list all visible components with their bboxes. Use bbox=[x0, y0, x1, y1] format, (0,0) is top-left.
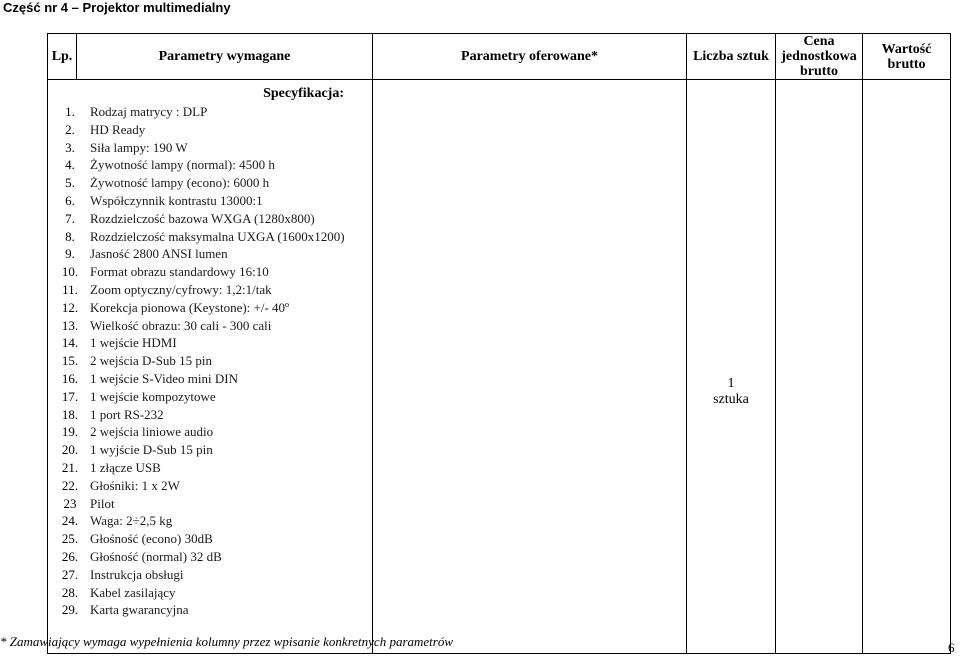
spec-item-number: 29. bbox=[61, 602, 79, 618]
spec-table bbox=[47, 33, 951, 654]
list-item bbox=[61, 459, 372, 477]
list-item bbox=[61, 548, 372, 566]
spec-item-text: Rodzaj matrycy : DLP bbox=[90, 104, 208, 119]
spec-item-text: Waga: 2÷2,5 kg bbox=[90, 513, 173, 529]
spec-item-text: Pilot bbox=[90, 495, 115, 511]
unit-price-cell[interactable] bbox=[776, 80, 863, 654]
spec-item-text: 1 wejście kompozytowe bbox=[90, 388, 216, 404]
header-lp: Lp. bbox=[48, 34, 77, 80]
spec-item-text: Karta gwarancyjna bbox=[90, 602, 189, 618]
spec-item-text: Jasność 2800 ANSI lumen bbox=[90, 246, 228, 262]
list-item bbox=[65, 228, 372, 246]
list-item bbox=[61, 530, 372, 548]
spec-item-text: Rozdzielczość maksymalna UXGA (1600x1200) bbox=[90, 228, 345, 244]
header-params-offered: Parametry oferowane* bbox=[373, 34, 687, 80]
table-header-row bbox=[48, 34, 951, 80]
spec-item-number: 13. bbox=[61, 317, 79, 333]
spec-item-text: Głośniki: 1 x 2W bbox=[90, 477, 180, 493]
list-item bbox=[61, 601, 372, 619]
spec-item-number: 22. bbox=[61, 477, 79, 493]
spec-item-text: Format obrazu standardowy 16:10 bbox=[90, 264, 269, 280]
quantity-value: 1 bbox=[727, 376, 735, 391]
list-item bbox=[61, 263, 372, 281]
spec-item-number: 24. bbox=[61, 513, 79, 529]
list-item bbox=[61, 441, 372, 459]
spec-item-text: 2 wejścia D-Sub 15 pin bbox=[90, 353, 213, 369]
footer-note: * Zamawiający wymaga wypełnienia kolumny przez wpisanie konkretnych parametrów bbox=[0, 634, 454, 649]
spec-item-text: Żywotność lampy (econo): 6000 h bbox=[90, 175, 270, 191]
table-body-row bbox=[48, 80, 951, 654]
list-item bbox=[61, 388, 372, 406]
list-item bbox=[65, 174, 372, 192]
spec-heading: Specyfikacja: bbox=[263, 86, 344, 101]
list-item bbox=[61, 584, 372, 602]
spec-item-number: 5. bbox=[65, 175, 75, 191]
list-item bbox=[61, 334, 372, 352]
spec-item-number: 20. bbox=[61, 442, 79, 458]
list-item bbox=[63, 495, 372, 513]
spec-item-number: 9. bbox=[65, 246, 75, 262]
list-item bbox=[61, 566, 372, 584]
spec-item-number: 2. bbox=[65, 121, 75, 137]
list-item bbox=[61, 352, 372, 370]
spec-item-number: 25. bbox=[61, 531, 79, 547]
spec-item-text: Siła lampy: 190 W bbox=[90, 139, 188, 155]
header-unit-price: Cena jednostkowa brutto bbox=[776, 34, 863, 80]
list-item bbox=[65, 156, 372, 174]
list-item bbox=[61, 477, 372, 495]
header-quantity: Liczba sztuk bbox=[687, 34, 776, 80]
page-number: 6 bbox=[948, 640, 955, 655]
list-item bbox=[65, 210, 372, 228]
offered-params-cell[interactable] bbox=[373, 80, 687, 654]
list-item bbox=[61, 512, 372, 530]
spec-item-text: Rozdzielczość bazowa WXGA (1280x800) bbox=[90, 210, 315, 226]
spec-item-number: 23 bbox=[63, 495, 77, 511]
spec-item-number: 4. bbox=[65, 157, 75, 173]
spec-item-text: Głośność (normal) 32 dB bbox=[90, 548, 222, 564]
spec-item-text: HD Ready bbox=[90, 121, 146, 137]
spec-item-text: 1 wejście S-Video mini DIN bbox=[90, 370, 238, 386]
quantity-cell bbox=[687, 80, 776, 654]
spec-item-text: Zoom optyczny/cyfrowy: 1,2:1/tak bbox=[90, 281, 272, 297]
spec-item-number: 1. bbox=[65, 104, 75, 119]
spec-item-text: 2 wejścia liniowe audio bbox=[90, 424, 214, 440]
spec-item-number: 28. bbox=[61, 584, 79, 600]
spec-item-text: Instrukcja obsługi bbox=[90, 566, 184, 582]
spec-item-text: Korekcja pionowa (Keystone): +/- 40º bbox=[90, 299, 290, 315]
spec-item-number: 12. bbox=[61, 299, 79, 315]
spec-item-text: 1 wyjście D-Sub 15 pin bbox=[90, 442, 213, 458]
spec-item-text: Współczynnik kontrastu 13000:1 bbox=[90, 192, 263, 208]
list-item bbox=[61, 370, 372, 388]
list-item bbox=[61, 299, 372, 317]
header-total-value: Wartość brutto bbox=[863, 34, 951, 80]
spec-item-number: 17. bbox=[61, 388, 79, 404]
spec-item-number: 19. bbox=[61, 424, 79, 440]
spec-item-number: 26. bbox=[61, 548, 79, 564]
spec-item-text: Wielkość obrazu: 30 cali - 300 cali bbox=[90, 317, 272, 333]
list-item bbox=[61, 423, 372, 441]
list-item bbox=[65, 121, 372, 139]
spec-item-number: 8. bbox=[65, 228, 75, 244]
document-title: Część nr 4 – Projektor multimedialny bbox=[3, 0, 231, 15]
spec-item-text: Kabel zasilający bbox=[90, 584, 176, 600]
list-item bbox=[65, 103, 372, 121]
spec-list bbox=[61, 103, 372, 619]
spec-item-number: 18. bbox=[61, 406, 79, 422]
list-item bbox=[65, 245, 372, 263]
spec-cell bbox=[48, 80, 373, 654]
list-item bbox=[65, 139, 372, 157]
spec-item-number: 16. bbox=[61, 370, 79, 386]
spec-item-number: 21. bbox=[61, 459, 79, 475]
spec-item-text: Żywotność lampy (normal): 4500 h bbox=[90, 157, 275, 173]
spec-item-number: 27. bbox=[61, 566, 79, 582]
header-params-required: Parametry wymagane bbox=[77, 34, 373, 80]
spec-item-text: 1 wejście HDMI bbox=[90, 335, 177, 351]
quantity-unit: sztuka bbox=[713, 392, 749, 407]
spec-item-number: 10. bbox=[61, 264, 79, 280]
spec-item-text: 1 port RS-232 bbox=[90, 406, 164, 422]
spec-item-number: 7. bbox=[65, 210, 75, 226]
spec-item-number: 6. bbox=[65, 192, 75, 208]
spec-item-text: 1 złącze USB bbox=[90, 459, 161, 475]
spec-item-number: 3. bbox=[65, 139, 75, 155]
list-item bbox=[62, 281, 372, 299]
spec-item-number: 15. bbox=[61, 353, 79, 369]
spec-item-number: 14. bbox=[61, 335, 79, 351]
list-item bbox=[61, 406, 372, 424]
spec-item-text: Głośność (econo) 30dB bbox=[90, 531, 213, 547]
list-item bbox=[61, 317, 372, 335]
total-value-cell[interactable] bbox=[863, 80, 951, 654]
list-item bbox=[65, 192, 372, 210]
spec-item-number: 11. bbox=[62, 281, 78, 297]
